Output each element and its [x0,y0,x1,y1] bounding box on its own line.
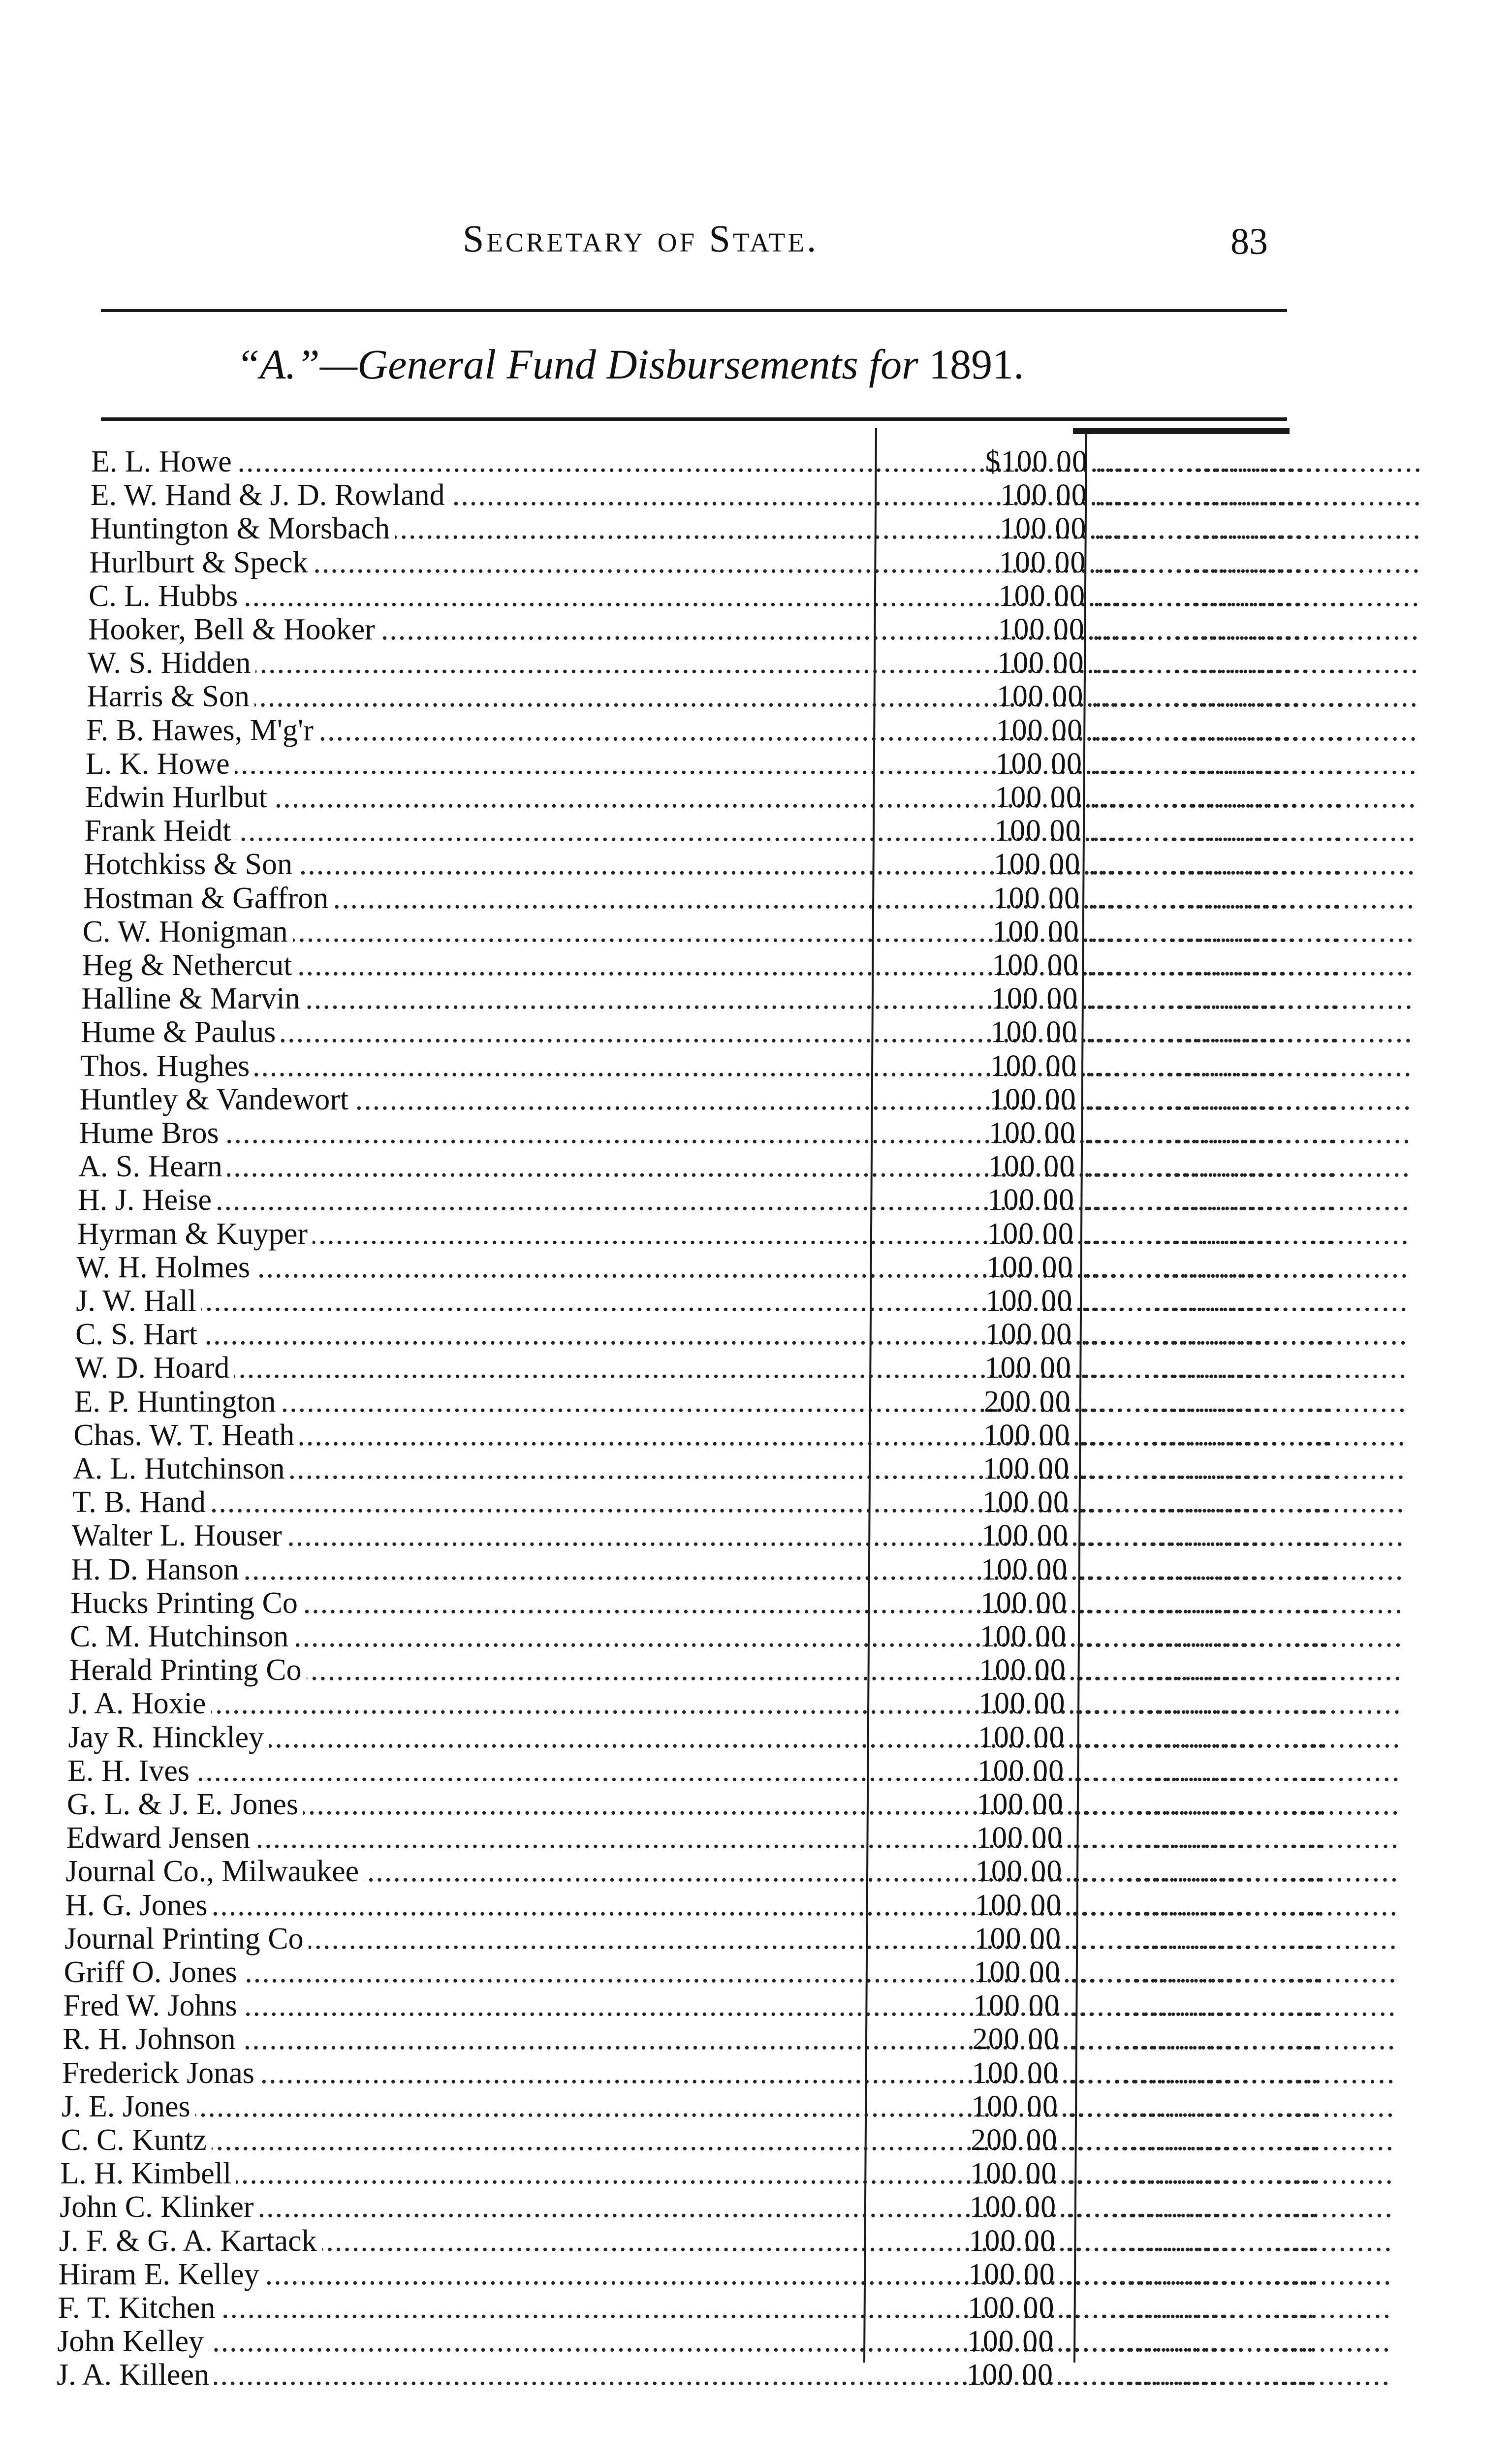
payee-name [73,1419,851,1451]
amount: 100 00 [988,1116,1076,1150]
payee-name [68,1721,847,1754]
payee-name [66,1822,845,1854]
leader-dots: .................................... [1089,814,1417,848]
payee-name-text: W. H. Holmes [77,1251,255,1284]
payee-name-text: C. M. Hutchinson [70,1620,293,1653]
table-row [0,882,1477,915]
payee-name-text: J. A. Hoxie [69,1687,211,1720]
leader-dots: .................................... [1084,1082,1413,1116]
leader-dots: .................................... [1091,680,1419,714]
table-row [0,580,1477,612]
amount: 100 00 [974,1922,1061,1956]
leader-dots: .................................... [1079,1385,1408,1419]
leader-dots: .................................... [1071,1855,1400,1889]
payee-name [80,1050,857,1082]
payee-name-text: C. W. Honigman [83,915,293,948]
payee-name [65,1889,844,1922]
payee-name-text: John C. Klinker [60,2190,258,2224]
leader-dots: .................................... [1081,1284,1409,1318]
payee-name-text: Thos. Hughes [80,1049,254,1083]
leader-dots: .................................... [1093,545,1421,579]
table-row [0,1218,1477,1250]
leader-dots: .................................... [1064,2291,1392,2325]
payee-name [90,512,865,545]
amount: 100 00 [989,1082,1076,1116]
payee-name [75,1318,853,1351]
leader-dots: .................................... [1080,1351,1408,1385]
table-row [0,1285,1477,1317]
table-row [0,815,1477,847]
table-row [0,2057,1477,2089]
amount: 100 00 [969,2190,1057,2224]
payee-name-text: Walter L. Houser [72,1519,287,1552]
payee-name-text: E. L. Howe [91,445,237,478]
leader-dots: .................................... [1085,1049,1413,1083]
payee-name [70,1587,849,1619]
payee-name-text: E. P. Huntington [74,1385,281,1419]
amount: 100 00 [996,680,1084,714]
payee-name-text: W. S. Hidden [88,646,256,680]
table-row [0,2325,1477,2358]
amount: 100 00 [987,1217,1074,1251]
payee-name [77,1251,854,1284]
leader-dots: .................................... [1087,915,1416,948]
leader-dots: .................................... [1069,2022,1397,2056]
table-row [0,1117,1477,1149]
amount: 100 00 [966,2358,1053,2392]
payee-name-text: J. W. Hall [76,1284,201,1318]
table-row [0,1083,1477,1116]
payee-name-text: Hucks Printing Co [70,1586,303,1620]
payee-name-text: Edward Jensen [66,1821,255,1855]
table-row [0,546,1477,579]
leader-dots: .................................... [1095,445,1423,478]
amount: 100 00 [993,881,1080,915]
payee-name [72,1519,850,1552]
table-row [0,1956,1477,1988]
payee-name-text: Hiram E. Kelley [59,2258,264,2291]
leader-dots: .................................... [1076,1552,1405,1586]
payee-name [62,2090,841,2123]
payee-name-text: A. L. Hutchinson [73,1452,290,1485]
leader-dots: .................................... [1071,1888,1399,1922]
payee-name-text: Journal Printing Co [64,1922,309,1956]
leader-dots: .................................... [1068,2056,1396,2090]
payee-name [73,1452,850,1485]
amount: 100 00 [969,2224,1056,2258]
payee-name [81,982,858,1015]
table-row [0,1352,1477,1384]
leader-dots: .................................... [1080,1318,1409,1352]
table-row [0,1889,1477,1922]
table-row [0,2292,1477,2324]
leader-dots: .................................... [1092,646,1420,680]
table-row [0,445,1477,478]
table-row [0,647,1477,679]
amount: 100 00 [986,1250,1073,1284]
payee-name [84,848,860,881]
amount: 100 00 [995,747,1082,781]
table-row [0,1620,1477,1653]
leader-dots: .................................... [1076,1586,1404,1620]
payee-name-text: H. D. Hanson [71,1553,244,1586]
amount: 100 00 [967,2325,1054,2359]
payee-name [89,580,864,612]
table-row [0,1755,1477,1787]
payee-name-text: J. F. & G. A. Kartack [59,2224,322,2258]
table-row [0,1419,1477,1451]
payee-name [91,445,866,478]
payee-name [83,915,859,948]
amount: 100 00 [985,1284,1073,1318]
leader-dots: .................................... [1088,881,1416,915]
payee-name-text: Heg & Nethercut [82,948,297,982]
amount: 100 00 [975,1855,1063,1889]
table-row [0,949,1477,981]
amount: 100 00 [967,2291,1055,2325]
leader-dots: .................................... [1083,1150,1412,1184]
table-row [0,613,1477,646]
amount: 100 00 [992,915,1079,948]
table-row [0,1486,1477,1518]
payee-name-text: G. L. & J. E. Jones [67,1788,303,1821]
amount: 100 00 [1000,512,1087,546]
table-row [0,2258,1477,2291]
table-row [0,1452,1477,1485]
table-row [0,1788,1477,1821]
payee-name [79,1117,856,1149]
table-row [0,1150,1477,1183]
leader-dots: .................................... [1065,2257,1393,2291]
leader-dots: .................................... [1088,848,1417,882]
leader-dots: .................................... [1066,2190,1394,2224]
payee-name [77,1218,854,1250]
payee-name [63,2023,842,2055]
payee-name-text: R. H. Johnson [63,2022,240,2056]
table-row [0,1822,1477,1854]
amount: 100 00 [991,982,1078,1016]
amount: 100 00 [974,1956,1061,1989]
payee-name [59,2225,839,2257]
amount: 100 00 [995,781,1082,814]
payee-name [57,2325,837,2358]
table-row [0,1016,1477,1048]
table-row [0,1721,1477,1754]
amount: 100 00 [998,613,1085,646]
payee-name-text: J. E. Jones [62,2090,195,2123]
leader-dots: .................................... [1086,982,1414,1016]
table-row [0,1050,1477,1082]
payee-name [71,1553,849,1586]
table-row [0,1989,1477,2022]
leader-dots: .................................... [1077,1485,1406,1519]
table-row [0,1687,1477,1720]
amount: 100 00 [984,1351,1071,1385]
leader-dots: .................................... [1075,1620,1404,1653]
payee-name [60,2157,840,2190]
amount: 100 00 [981,1519,1069,1553]
amount: 100 00 [977,1720,1065,1754]
amount: 100 00 [1000,478,1087,512]
payee-name-text: C. S. Hart [75,1318,202,1351]
payee-name-text: Hotchkiss & Son [84,848,297,881]
leader-dots: .................................... [1090,713,1418,747]
leader-dots: .................................... [1065,2224,1393,2258]
table-row [0,2359,1477,2391]
amount: 100 00 [979,1653,1066,1687]
amount: 100 00 [996,713,1083,747]
payee-name-text: Hume & Paulus [81,1015,281,1049]
payee-name [58,2292,838,2324]
running-title: Secretary of State. [463,217,819,260]
table-row [0,748,1477,780]
table-row [0,512,1477,545]
amount: 100 00 [978,1687,1066,1721]
payee-name [87,680,862,713]
amount: 100 00 [975,1888,1062,1922]
payee-name [86,714,862,747]
leader-dots: .................................... [1066,2157,1394,2191]
leader-dots: .................................... [1089,781,1418,814]
payee-name-text: Chas. W. T. Heath [73,1419,299,1452]
table-row [0,1855,1477,1888]
payee-name-text: Hooker, Bell & Hooker [88,613,380,646]
payee-name [69,1654,848,1686]
payee-name-text: F. T. Kitchen [58,2291,220,2325]
table-row [0,1519,1477,1552]
payee-name [64,1956,843,1988]
amount: 100 00 [980,1586,1068,1620]
payee-name [67,1788,846,1821]
leader-dots: .................................... [1072,1821,1400,1855]
table-row [0,1923,1477,1955]
payee-name-text: John Kelley [57,2325,209,2358]
payee-name [62,2057,841,2089]
leader-dots: .................................... [1077,1519,1405,1553]
amount: 100 00 [999,545,1086,579]
leader-dots: .................................... [1068,2089,1396,2123]
table-row [0,1553,1477,1586]
leader-dots: .................................... [1072,1788,1401,1821]
payee-name-text: J. A. Killeen [57,2358,214,2392]
payee-name [84,815,860,847]
payee-name [72,1486,850,1518]
leader-dots: .................................... [1086,948,1415,982]
payee-name-text: A. S. Hearn [78,1150,227,1183]
table-title-year: 1891. [929,341,1024,388]
leader-dots: .................................... [1078,1418,1407,1452]
payee-name-text: Journal Co., Milwaukee [65,1855,364,1888]
leader-dots: .................................... [1063,2358,1391,2392]
payee-name [65,1855,844,1888]
leader-dots: .................................... [1074,1687,1402,1721]
payee-name-text: Frederick Jonas [62,2056,259,2090]
payee-name-text: Huntington & Morsbach [90,512,395,545]
payee-name [70,1620,848,1653]
table-row [0,1386,1477,1418]
payee-name [80,1083,856,1116]
leader-dots: .................................... [1093,579,1421,613]
table-row [0,1587,1477,1619]
amount: 100 00 [968,2257,1055,2291]
payee-name-text: E. W. Hand & J. D. Rowland [91,478,450,512]
amount: 100 00 [993,848,1081,882]
amount: 200 00 [972,2022,1060,2056]
payee-name [81,1016,857,1048]
leader-dots: .................................... [1094,478,1422,512]
amount: 100 00 [983,1418,1071,1452]
payee-name-text: Hume Bros [79,1116,223,1150]
payee-name-text: Herald Printing Co [69,1653,307,1687]
amount: 100 00 [982,1485,1069,1519]
payee-name-text: Halline & Marvin [81,982,305,1015]
amount: 100 00 [972,2056,1059,2090]
amount: $100 00 [985,445,1088,478]
payee-name [69,1687,847,1720]
payee-name [67,1755,846,1787]
amount: 100 00 [982,1452,1070,1485]
leader-dots: .................................... [1064,2325,1392,2359]
payee-name [74,1386,852,1418]
amount: 100 00 [976,1788,1064,1821]
table-row [0,680,1477,713]
payee-name-text: Huntley & Vandewort [80,1083,353,1116]
payee-name [89,546,865,579]
payee-name-text: E. H. Ives [67,1754,194,1788]
table-row [0,982,1477,1015]
amount: 100 00 [990,1015,1078,1049]
payee-name-text: Hyrman & Kuyper [77,1217,313,1251]
payee-name [76,1285,853,1317]
table-row [0,714,1477,747]
table-row [0,2225,1477,2257]
amount: 100 00 [992,948,1079,982]
leader-dots: .................................... [1082,1183,1411,1217]
payee-name [88,647,863,679]
amount: 100 00 [990,1049,1077,1083]
table-row [0,848,1477,881]
table-row [0,1251,1477,1284]
table-row [0,1654,1477,1686]
payee-name-text: Griff O. Jones [64,1956,242,1989]
payee-name [63,1989,843,2022]
table-row [0,2023,1477,2055]
payee-name [86,748,862,780]
table-row [0,781,1477,814]
leader-dots: .................................... [1078,1452,1406,1485]
payee-name [85,781,861,814]
payee-name [75,1352,852,1384]
leader-dots: .................................... [1094,512,1422,546]
amount: 100 00 [998,579,1086,613]
leader-dots: .................................... [1073,1720,1402,1754]
payee-name-text: Fred W. Johns [63,1989,242,2022]
table-row [0,2090,1477,2123]
amount: 100 00 [977,1754,1065,1788]
payee-name-text: C. C. Kuntz [61,2123,212,2157]
payee-name-text: Harris & Son [87,680,254,713]
payee-name-text: F. B. Hawes, M'g'r [86,714,318,747]
amount: 100 00 [987,1183,1074,1217]
leader-dots: .................................... [1082,1217,1410,1251]
amount: 100 00 [980,1552,1068,1586]
payee-name-text: H. J. Heise [78,1183,217,1217]
payee-name [82,949,859,981]
leader-dots: .................................... [1070,1956,1398,1989]
payee-name [91,479,866,511]
table-row [0,1318,1477,1351]
table-row [0,915,1477,948]
leader-dots: .................................... [1067,2123,1395,2157]
table-row [0,2124,1477,2156]
amount: 100 00 [973,1989,1060,2023]
payee-name-text: T. B. Hand [72,1485,211,1519]
amount: 100 00 [997,646,1084,680]
leader-dots: .................................... [1081,1250,1410,1284]
page-number: 83 [1230,221,1268,262]
payee-name-text: Hostman & Gaffron [83,882,333,915]
amount: 200 00 [984,1385,1071,1419]
amount: 100 00 [970,2157,1057,2191]
leader-dots: .................................... [1092,613,1420,646]
payee-name-text: Hurlburt & Speck [89,546,313,579]
payee-name [83,882,859,915]
table-row [0,1184,1477,1216]
leader-dots: .................................... [1070,1922,1398,1956]
amount: 100 00 [994,814,1081,848]
leader-dots: .................................... [1085,1015,1414,1049]
payee-name-text: Jay R. Hinckley [68,1721,269,1754]
payee-name-text: Edwin Hurlbut [85,781,272,814]
leader-dots: .................................... [1069,1989,1397,2023]
amount: 100 00 [971,2089,1058,2123]
payee-name [78,1150,855,1183]
payee-name-text: C. L. Hubbs [89,579,243,613]
table-title-prefix: “A.”— [236,341,358,388]
amount: 100 00 [988,1150,1075,1184]
leader-dots: .................................... [1074,1653,1403,1687]
payee-name [60,2191,839,2223]
payee-name-text: H. G. Jones [65,1889,212,1922]
amount: 100 00 [985,1318,1072,1352]
table-title-text: General Fund Disbursements for [357,341,918,388]
payee-name [64,1923,844,1955]
payee-name [88,613,864,646]
payee-name-text: L. K. Howe [86,747,235,781]
amount: 100 00 [979,1620,1067,1653]
payee-name [57,2359,837,2391]
payee-name [59,2258,838,2291]
payee-name-text: L. H. Kimbell [60,2157,236,2190]
payee-name [61,2124,841,2156]
payee-name-text: W. D. Hoard [75,1351,235,1385]
leader-dots: .................................... [1090,747,1418,781]
amount: 100 00 [976,1821,1063,1855]
table-row [0,479,1477,511]
table-row [0,2191,1477,2223]
payee-name [78,1184,855,1216]
leader-dots: .................................... [1084,1116,1412,1150]
leader-dots: .................................... [1073,1754,1401,1788]
payee-name-text: Frank Heidt [84,814,236,848]
table-row [0,2157,1477,2190]
amount: 200 00 [971,2123,1058,2157]
